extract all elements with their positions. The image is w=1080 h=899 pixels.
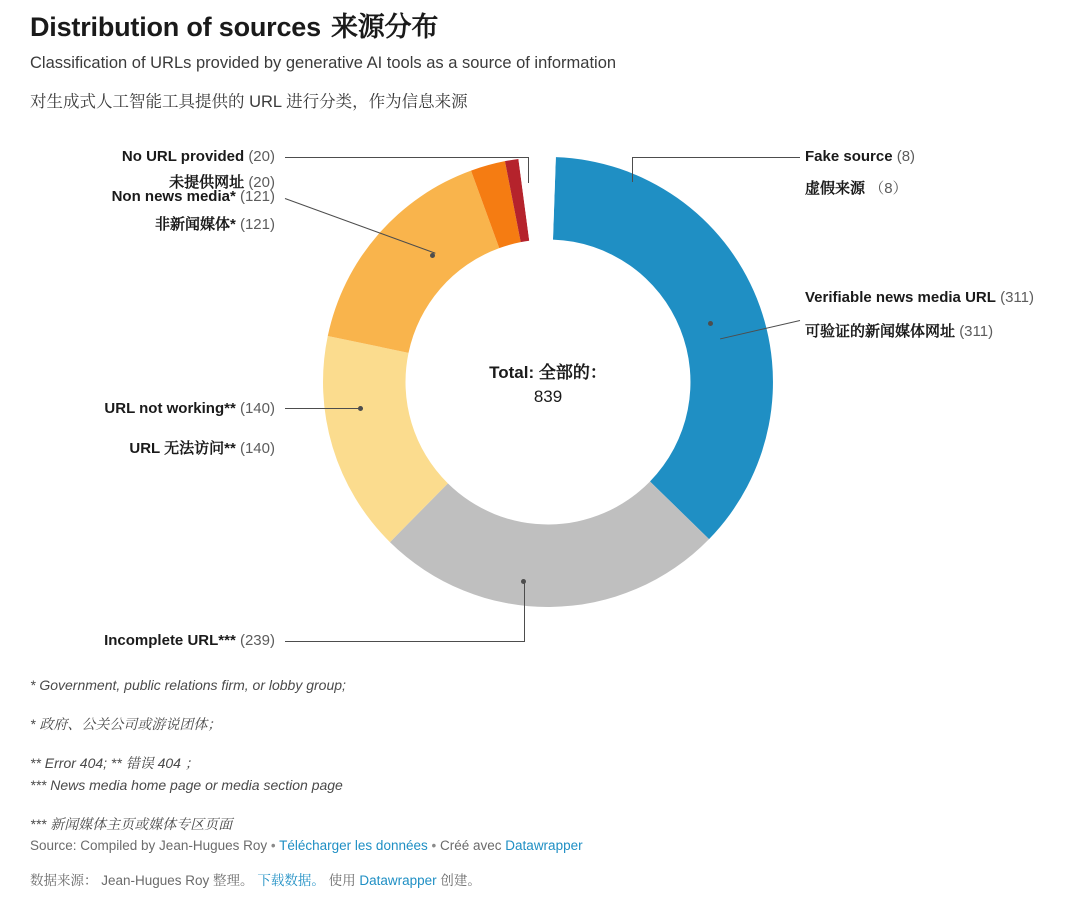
- leader-line-incomplete-vert: [524, 581, 525, 641]
- label-url-not-working-cn-name: URL 无法访问**: [129, 440, 236, 457]
- slice-incomplete-url[interactable]: [390, 482, 709, 607]
- label-non-news-media-en: [60, 188, 275, 207]
- source-prefix: Source: Compiled by Jean-Hugues Roy: [30, 838, 268, 853]
- subtitle-cn: 对生成式人工智能工具提供的 URL 进行分类，作为信息来源: [30, 93, 468, 111]
- label-verifiable-news-media-url-en: [805, 289, 1034, 308]
- label-verifiable-news-media-url-cn: [805, 323, 993, 342]
- footnotes: [30, 675, 1050, 853]
- source-created-with: Créé avec: [440, 838, 502, 853]
- total-value: 839: [533, 386, 563, 406]
- label-fake-source-en-value: (8): [896, 148, 916, 165]
- page-title-cn: 来源分布: [330, 12, 439, 42]
- footnote-1: * Government, public relations firm, or lobby group;: [30, 677, 346, 693]
- label-fake-source-cn-value: （8）: [869, 180, 908, 197]
- footnote-5: *** 新闻媒体主页或媒体专区页面: [30, 816, 233, 833]
- leader-line-not-working: [285, 408, 363, 409]
- label-incomplete-url-en-name: Incomplete URL***: [104, 632, 236, 649]
- label-non-news-media-en-name: Non news media*: [111, 188, 236, 205]
- label-verifiable-news-media-url-cn-value: (311): [959, 323, 994, 340]
- download-data-link[interactable]: Télécharger les données: [279, 838, 428, 853]
- leader-line-fake: [632, 157, 800, 158]
- slice-verifiable-news-media-url[interactable]: [553, 157, 773, 539]
- label-non-news-media-cn: [60, 216, 275, 235]
- source-created-with-cn: 使用: [328, 873, 356, 888]
- leader-line-fake-vert: [632, 157, 633, 182]
- footnote-3: ** Error 404; ** 错误 404 ；: [30, 755, 199, 771]
- leader-line-incomplete: [285, 641, 525, 642]
- source-line-en: [30, 838, 583, 853]
- label-url-not-working-en: [20, 400, 275, 419]
- page-title: [30, 5, 438, 44]
- label-incomplete-url-en: [20, 632, 275, 651]
- page-title-en: Distribution of sources: [30, 12, 321, 42]
- label-url-not-working-en-name: URL not working**: [104, 400, 236, 417]
- source-separator-2: •: [431, 838, 437, 853]
- label-no-url-provided-en: [120, 148, 275, 167]
- label-no-url-provided-cn-value: (20): [248, 174, 275, 191]
- label-non-news-media-cn-name: 非新闻媒体*: [154, 216, 236, 233]
- label-fake-source-en-name: Fake source: [805, 148, 893, 165]
- label-verifiable-news-media-url-en-name: Verifiable news media URL: [805, 289, 996, 306]
- source-line-cn: [30, 869, 481, 889]
- footnote-4: *** News media home page or media section page: [30, 776, 343, 793]
- label-fake-source-cn-name: 虚假来源: [805, 180, 866, 197]
- leader-line-no-url-vert: [528, 157, 529, 183]
- footnote-2: * 政府、公关公司或游说团体；: [30, 716, 222, 732]
- donut-svg: [318, 152, 778, 612]
- source-prefix-cn: 数据来源： Jean-Hugues Roy 整理。: [30, 873, 254, 888]
- download-data-link-cn[interactable]: 下载数据。: [257, 873, 325, 888]
- chart-area: [0, 120, 1080, 665]
- label-verifiable-news-media-url-en-value: (311): [1000, 289, 1034, 306]
- leader-line-no-url: [285, 157, 528, 158]
- label-non-news-media-en-value: (121): [239, 188, 275, 205]
- leader-dot-verifiable: [708, 321, 713, 326]
- datawrapper-link[interactable]: Datawrapper: [505, 838, 583, 853]
- label-fake-source-cn: [805, 180, 908, 199]
- slice-non-news-media[interactable]: [328, 171, 499, 353]
- subtitle-en: Classification of URLs provided by generative AI tools as a source of information: [30, 54, 617, 72]
- label-no-url-provided-en-value: (20): [248, 148, 275, 165]
- label-fake-source-en: [805, 148, 915, 167]
- label-no-url-provided-en-name: No URL provided: [121, 148, 245, 165]
- datawrapper-link-cn[interactable]: Datawrapper: [359, 873, 437, 888]
- label-incomplete-url-en-value: (239): [239, 632, 275, 649]
- label-verifiable-news-media-url-cn-name: 可验证的新闻媒体网址: [805, 323, 956, 340]
- label-url-not-working-cn: [20, 440, 275, 459]
- source-suffix-cn: 创建。: [440, 873, 481, 888]
- label-non-news-media-cn-value: (121): [239, 216, 275, 233]
- label-url-not-working-en-value: (140): [239, 400, 275, 417]
- source-separator-1: •: [270, 838, 276, 853]
- label-url-not-working-cn-value: (140): [239, 440, 275, 457]
- donut-chart: [318, 152, 778, 612]
- label-no-url-provided-cn-name: 未提供网址: [169, 174, 245, 191]
- total-label: Total: 全部的：: [489, 362, 607, 382]
- footnote-3-4: [30, 753, 1050, 796]
- leader-dot-non-news: [430, 253, 435, 258]
- leader-dot-not-working: [358, 406, 363, 411]
